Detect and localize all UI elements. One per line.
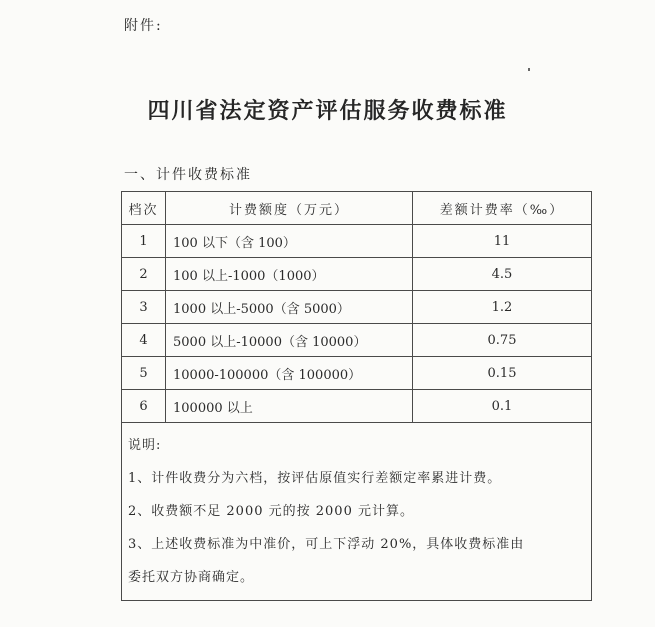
header-level: 档次 [122, 192, 166, 225]
notes-heading: 说明: [128, 438, 162, 453]
table-row [122, 357, 592, 390]
table-header-row [122, 192, 592, 225]
cell-rate: 4.5 [413, 258, 592, 291]
cell-level: 6 [122, 390, 166, 423]
note-item: 委托双方协商确定。 [128, 570, 255, 585]
note-item: 1、计件收费分为六档，按评估原值实行差额定率累进计费。 [128, 471, 502, 486]
notes-cell [122, 423, 592, 601]
header-range: 计费额度（万元） [166, 192, 413, 225]
cell-level: 3 [122, 291, 166, 324]
page-title: 四川省法定资产评估服务收费标准 [147, 98, 508, 124]
table-row [122, 324, 592, 357]
cell-range: 10000-100000（含 100000） [166, 357, 413, 390]
fee-table [121, 191, 592, 601]
cell-level: 1 [122, 225, 166, 258]
cell-range: 100000 以上 [166, 390, 413, 423]
scan-speck [528, 68, 530, 71]
table-row [122, 225, 592, 258]
cell-range: 5000 以上-10000（含 10000） [166, 324, 413, 357]
header-rate: 差额计费率（‰） [413, 192, 592, 225]
cell-range: 100 以下（含 100） [166, 225, 413, 258]
section-heading: 一、计件收费标准 [124, 167, 252, 183]
cell-rate: 1.2 [413, 291, 592, 324]
note-item: 3、上述收费标准为中准价，可上下浮动 20%，具体收费标准由 [128, 537, 525, 552]
cell-rate: 0.1 [413, 390, 592, 423]
cell-level: 4 [122, 324, 166, 357]
cell-range: 100 以上-1000（1000） [166, 258, 413, 291]
cell-level: 2 [122, 258, 166, 291]
note-item: 2、收费额不足 2000 元的按 2000 元计算。 [128, 504, 414, 519]
cell-rate: 0.75 [413, 324, 592, 357]
cell-range: 1000 以上-5000（含 5000） [166, 291, 413, 324]
cell-level: 5 [122, 357, 166, 390]
table-row [122, 390, 592, 423]
cell-rate: 0.15 [413, 357, 592, 390]
attachment-label: 附件: [124, 18, 163, 34]
cell-rate: 11 [413, 225, 592, 258]
notes-row [122, 423, 592, 601]
table-row [122, 291, 592, 324]
table-row [122, 258, 592, 291]
